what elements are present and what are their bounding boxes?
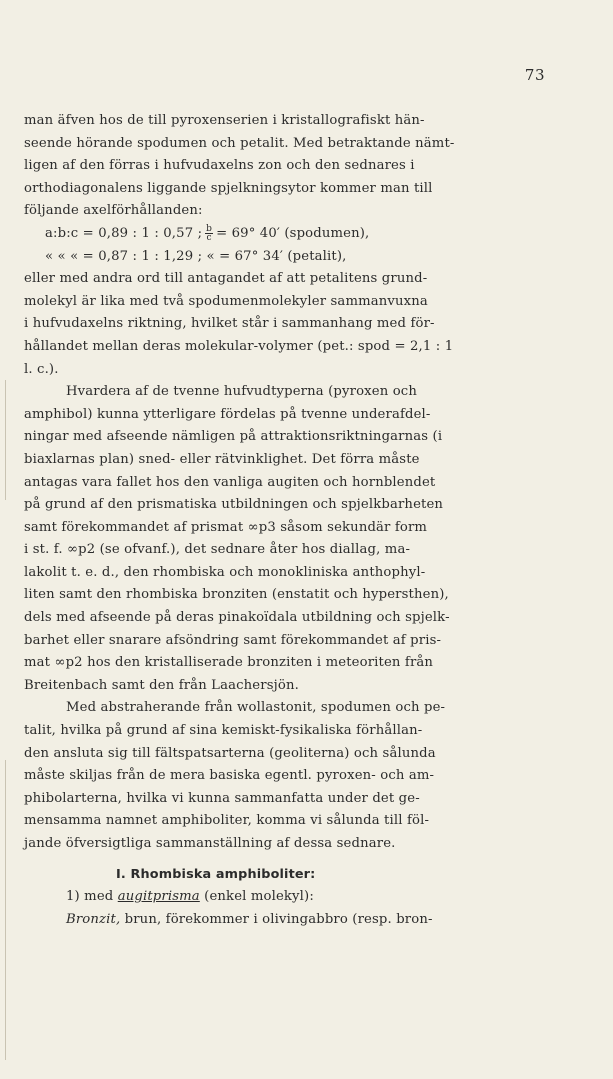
paragraph-1 — [24, 110, 550, 223]
body-text — [24, 110, 550, 931]
list-item-2 — [24, 909, 550, 932]
text-line: jande öfversigtliga sammanställning af dessa sednare. — [24, 836, 396, 851]
paragraph-3 — [24, 381, 550, 697]
text-line: liten samt den rhombiska bronziten (enstatit och hypersthen), — [24, 587, 449, 603]
text-line: ningar med afseende nämligen på attraktionsriktningarnas (i — [24, 429, 443, 445]
text-line: barhet eller snarare afsöndring samt förekommandet af pris- — [24, 632, 442, 648]
text-line: Breitenbach samt den från Laachersjön. — [24, 677, 299, 693]
mineral-name: Bronzit, — [66, 911, 121, 927]
text-line: seende hörande spodumen och petalit. Med betraktande nämt- — [24, 135, 455, 151]
text-line: lakolit t. e. d., den rhombiska och monokliniska anthophyl- — [24, 564, 426, 580]
fraction-numerator: b — [206, 223, 213, 234]
page-number: 73 — [524, 66, 545, 84]
text-line: l. c.). — [24, 361, 59, 377]
text-line: mensamma namnet amphiboliter, komma vi sålunda till föl- — [24, 813, 430, 829]
text-line: antagas vara fallet hos den vanliga augiten och hornblendet — [24, 474, 436, 490]
paragraph-4 — [24, 697, 550, 855]
page-edge-shadow — [5, 760, 6, 1060]
list-item-1 — [24, 886, 550, 909]
text-line: talit, hvilka på grund af sina kemiskt-fysikaliska förhållan- — [24, 723, 423, 739]
page-edge-shadow — [5, 380, 6, 500]
text-line: måste skiljas från de mera basiska egentl. pyroxen- och am- — [24, 768, 435, 784]
fraction-b-over-c — [205, 225, 213, 242]
text-line: orthodiagonalens liggande spjelkningsytor kommer man till — [24, 180, 433, 196]
text-line: eller med andra ord till antagandet af att petalitens grund- — [24, 271, 428, 287]
item-text: (enkel molekyl): — [204, 889, 314, 905]
text-line: på grund af den prismatiska utbildningen och spjelkbarheten — [24, 497, 444, 513]
text-line: Hvardera af de tvenne hufvudtyperna (pyroxen och — [66, 384, 417, 400]
text-line: biaxlarnas plan) sned- eller rätvinklighet. Det förra måste — [24, 451, 420, 467]
section-heading: I. Rhombiska amphiboliter: — [116, 866, 316, 882]
text-line: den ansluta sig till fältspatsarterna (geoliterna) och sålunda — [24, 745, 436, 761]
item-text: brun, förekommer i olivingabbro (resp. bron- — [124, 911, 433, 927]
text-line: Med abstraherande från wollastonit, spodumen och pe- — [66, 700, 446, 716]
formula-line-1 — [24, 223, 550, 246]
text-line: phibolarterna, hvilka vi kunna sammanfatta under det ge- — [24, 790, 420, 806]
text-line: följande axelförhållanden: — [24, 203, 203, 219]
text-line: dels med afseende på deras pinakoïdala utbildning och spjelk- — [24, 610, 450, 626]
axis-ratio-spodumen: a:b:c = 0,89 : 1 : 0,57 ; — [45, 225, 203, 241]
text-line: amphibol) kunna ytterligare fördelas på tvenne underafdel- — [24, 406, 431, 422]
formula-line-2: « « « = 0,87 : 1 : 1,29 ; « = 67° 34′ (petalit), — [45, 248, 347, 264]
item-number: 1) med — [66, 889, 114, 905]
paragraph-2 — [24, 268, 550, 381]
text-line: molekyl är lika med två spodumenmolekyler sammanvuxna — [24, 293, 428, 309]
text-line: samt förekommandet af prismat ∞p3 såsom sekundär form — [24, 519, 428, 535]
fraction-denominator: c — [206, 232, 212, 243]
text-line: i hufvudaxelns riktning, hvilket står i sammanhang med för- — [24, 316, 435, 332]
text-line: man äfven hos de till pyroxenserien i kristallografiskt hän- — [24, 113, 425, 128]
text-line: i st. f. ∞p2 (se ofvanf.), det sednare åter hos diallag, ma- — [24, 542, 411, 558]
text-line: ligen af den förras i hufvudaxelns zon och den sednares i — [24, 158, 415, 174]
angle-spodumen: = 69° 40′ (spodumen), — [216, 225, 370, 241]
text-line: mat ∞p2 hos den kristalliserade bronziten i meteoriten från — [24, 655, 434, 671]
text-line: hållandet mellan deras molekular-volymer (pet.: spod = 2,1 : 1 — [24, 338, 454, 354]
item-term: augitprisma — [117, 889, 200, 905]
